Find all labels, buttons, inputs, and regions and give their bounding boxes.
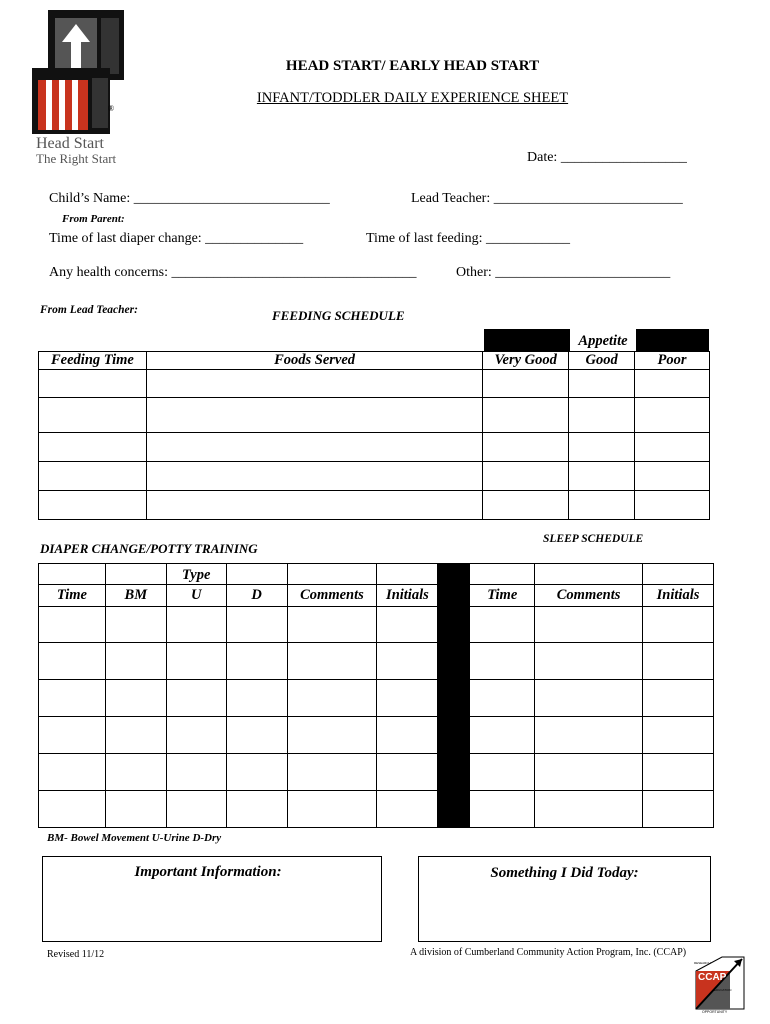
table-cell[interactable] [635, 491, 710, 520]
table-cell[interactable] [39, 717, 106, 754]
date-field[interactable]: Date: __________________ [527, 150, 687, 165]
table-cell[interactable] [470, 607, 535, 643]
table-cell[interactable] [377, 754, 438, 791]
header-good: Good [569, 352, 635, 370]
table-cell[interactable] [470, 680, 535, 717]
table-cell[interactable] [635, 462, 710, 491]
table-row [39, 491, 710, 520]
header-very-good: Very Good [483, 352, 569, 370]
table-cell[interactable] [643, 791, 714, 828]
feeding-header-row [39, 352, 710, 370]
table-cell[interactable] [105, 754, 166, 791]
table-row [39, 754, 714, 791]
table-row [39, 433, 710, 462]
ccap-division-text: A division of Cumberland Community Action Program, Inc. (CCAP) [410, 947, 687, 958]
table-cell[interactable] [483, 491, 569, 520]
table-cell[interactable] [569, 370, 635, 398]
table-cell[interactable] [643, 680, 714, 717]
diaper-sleep-table [38, 563, 714, 828]
table-cell[interactable] [483, 433, 569, 462]
table-cell[interactable] [166, 791, 226, 828]
table-row [39, 398, 710, 433]
page-title: HEAD START/ EARLY HEAD START [285, 58, 540, 74]
table-row [39, 643, 714, 680]
header-bm: BM [105, 585, 166, 607]
table-cell[interactable] [483, 370, 569, 398]
table-cell[interactable] [105, 717, 166, 754]
diaper-section-title: DIAPER CHANGE/POTTY TRAINING [40, 541, 258, 556]
table-cell[interactable] [166, 754, 226, 791]
table-cell[interactable] [287, 643, 377, 680]
revised-date: Revised 11/12 [47, 949, 105, 960]
table-cell[interactable] [569, 491, 635, 520]
header-initials: Initials [377, 585, 438, 607]
sleep-header-comments: Comments [535, 585, 643, 607]
logo-text-line2: The Right Start [36, 151, 117, 166]
table-cell[interactable] [39, 680, 106, 717]
table-cell[interactable] [105, 680, 166, 717]
sleep-header-time: Time [470, 585, 535, 607]
header-comments: Comments [287, 585, 377, 607]
table-cell[interactable] [226, 607, 287, 643]
header-foods-served: Foods Served [146, 352, 482, 370]
type-label: Type [166, 564, 226, 585]
last-feeding-field[interactable]: Time of last feeding: ____________ [366, 231, 571, 246]
table-cell[interactable] [377, 607, 438, 643]
ccap-word-education: EDUCATION [714, 988, 732, 992]
table-cell[interactable] [39, 754, 106, 791]
table-cell[interactable] [635, 433, 710, 462]
diaper-type-row [39, 564, 714, 585]
table-cell[interactable] [643, 717, 714, 754]
table-cell[interactable] [470, 754, 535, 791]
table-cell[interactable] [470, 643, 535, 680]
table-cell[interactable] [535, 643, 643, 680]
table-cell[interactable] [287, 754, 377, 791]
header-time: Time [39, 585, 106, 607]
other-field[interactable]: Other: _________________________ [456, 265, 671, 280]
table-row [39, 680, 714, 717]
table-cell[interactable] [535, 754, 643, 791]
table-cell[interactable] [635, 398, 710, 433]
table-cell[interactable] [39, 491, 147, 520]
appetite-label: Appetite [578, 333, 628, 349]
table-cell[interactable] [535, 607, 643, 643]
diaper-header-row [39, 585, 714, 607]
table-cell[interactable] [146, 462, 482, 491]
table-cell[interactable] [39, 643, 106, 680]
table-cell[interactable] [483, 462, 569, 491]
important-information-box[interactable] [42, 856, 382, 942]
registered-mark: ® [108, 104, 115, 113]
table-cell[interactable] [226, 717, 287, 754]
table-cell[interactable] [166, 717, 226, 754]
poor-header-shade [636, 329, 709, 351]
table-cell[interactable] [226, 680, 287, 717]
very-good-header-shade [484, 329, 570, 351]
table-cell[interactable] [643, 607, 714, 643]
health-concerns-field[interactable]: Any health concerns: ___________________________________ [49, 265, 417, 280]
ccap-letters: CCAP [698, 972, 727, 983]
last-diaper-field[interactable]: Time of last diaper change: ______________ [49, 231, 304, 246]
table-cell[interactable] [569, 433, 635, 462]
table-cell[interactable] [166, 643, 226, 680]
table-cell[interactable] [287, 607, 377, 643]
table-cell[interactable] [470, 791, 535, 828]
header-d: D [226, 585, 287, 607]
table-cell[interactable] [226, 791, 287, 828]
table-cell[interactable] [146, 491, 482, 520]
table-cell[interactable] [166, 607, 226, 643]
sleep-header-initials: Initials [643, 585, 714, 607]
table-row [39, 462, 710, 491]
diaper-legend: BM- Bowel Movement U-Urine D-Dry [47, 832, 222, 844]
ccap-word-research: RESEARCH [694, 961, 711, 965]
sleep-schedule-title: SLEEP SCHEDULE [543, 533, 644, 545]
table-cell[interactable] [39, 398, 147, 433]
table-cell[interactable] [166, 680, 226, 717]
table-cell[interactable] [535, 791, 643, 828]
table-cell[interactable] [287, 680, 377, 717]
header-feeding-time: Feeding Time [39, 352, 147, 370]
child-name-field[interactable]: Child’s Name: ____________________________ [49, 191, 330, 206]
table-cell[interactable] [105, 607, 166, 643]
lead-teacher-field[interactable]: Lead Teacher: ___________________________ [411, 191, 683, 206]
table-cell[interactable] [226, 754, 287, 791]
table-cell[interactable] [377, 680, 438, 717]
table-cell[interactable] [483, 398, 569, 433]
header-poor: Poor [635, 352, 710, 370]
table-cell[interactable] [39, 462, 147, 491]
table-cell[interactable] [377, 643, 438, 680]
table-cell[interactable] [643, 643, 714, 680]
table-row [39, 370, 710, 398]
table-cell[interactable] [39, 433, 147, 462]
table-cell[interactable] [105, 791, 166, 828]
table-cell[interactable] [470, 717, 535, 754]
page-subtitle: INFANT/TODDLER DAILY EXPERIENCE SHEET [256, 90, 569, 106]
from-parent-label: From Parent: [62, 213, 125, 225]
table-cell[interactable] [377, 717, 438, 754]
logo-text-line1: Head Start [36, 135, 104, 152]
table-cell[interactable] [635, 370, 710, 398]
table-cell[interactable] [643, 754, 714, 791]
table-cell[interactable] [287, 717, 377, 754]
ccap-word-opportunity: OPPORTUNITY [702, 1010, 728, 1014]
something-i-did-today-label: Something I Did Today: [490, 865, 639, 881]
header-u: U [166, 585, 226, 607]
table-cell[interactable] [39, 370, 147, 398]
table-row [39, 607, 714, 643]
table-cell[interactable] [226, 643, 287, 680]
something-i-did-today-box[interactable] [418, 856, 711, 942]
table-cell[interactable] [377, 791, 438, 828]
table-cell[interactable] [146, 370, 482, 398]
feeding-schedule-title: FEEDING SCHEDULE [272, 308, 405, 323]
divider-column [438, 564, 470, 828]
important-information-label: Important Information: [134, 864, 282, 880]
table-cell[interactable] [535, 717, 643, 754]
table-cell[interactable] [105, 643, 166, 680]
from-lead-teacher-label: From Lead Teacher: [40, 304, 138, 316]
table-cell[interactable] [146, 398, 482, 433]
table-cell[interactable] [39, 791, 106, 828]
feeding-table [38, 351, 710, 520]
table-cell[interactable] [569, 398, 635, 433]
table-row [39, 791, 714, 828]
table-cell[interactable] [569, 462, 635, 491]
table-row [39, 717, 714, 754]
table-cell[interactable] [287, 791, 377, 828]
table-cell[interactable] [535, 680, 643, 717]
table-cell[interactable] [146, 433, 482, 462]
table-cell[interactable] [39, 607, 106, 643]
